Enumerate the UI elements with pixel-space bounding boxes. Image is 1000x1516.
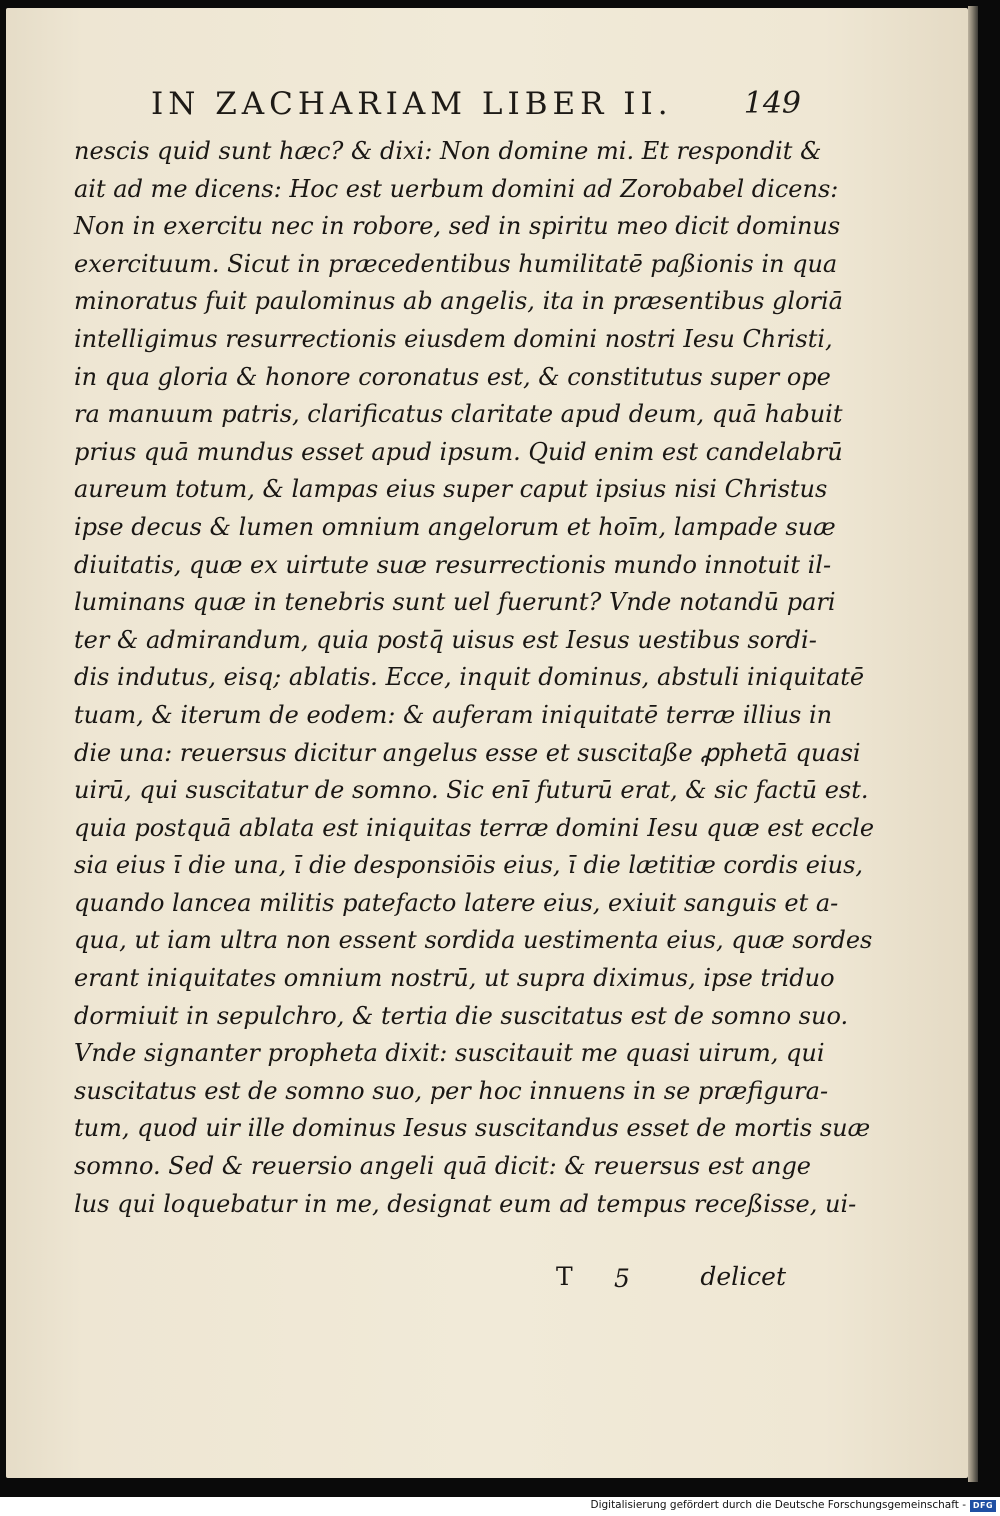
text-line: diuitatis, quæ ex uirtute suæ resurrectionis mundo innotuit il-	[74, 550, 832, 579]
text-line: erant iniquitates omnium nostrū, ut supra diximus, ipse triduo	[74, 964, 835, 993]
text-line: quia postquā ablata est iniquitas terræ domini Iesu quæ est eccle	[74, 813, 875, 842]
text-line: in qua gloria & honore coronatus est, & constitutus super ope	[74, 362, 831, 391]
text-line: suscitatus est de somno suo, per hoc innuens in se præfigura-	[74, 1076, 829, 1105]
text-line: Vnde signanter propheta dixit: suscitauit me quasi uirum, qui	[74, 1039, 825, 1068]
text-line: ait ad me dicens: Hoc est uerbum domini ad Zorobabel dicens:	[74, 174, 839, 203]
text-line: nescis quid sunt hæc? & dixi: Non domine mi. Et respondit &	[74, 137, 822, 165]
text-line: exercituum. Sicut in præcedentibus humilitatē paßionis in qua	[74, 249, 838, 278]
text-line: sia eius ī die una, ī die desponsiōis eius, ī die lætitiæ cordis eius,	[74, 851, 864, 880]
text-line: ra manuum patris, clarificatus claritate apud deum, quā habuit	[74, 400, 843, 429]
text-line: uirū, qui suscitatur de somno. Sic enī futurū erat, & sic factū est.	[74, 776, 869, 805]
text-line: ter & admirandum, quia postq̄ uisus est Iesus uestibus sordi-	[74, 625, 817, 654]
text-line: Non in exercitu nec in robore, sed in spiritu meo dicit dominus	[74, 212, 841, 241]
text-line: ipse decus & lumen omnium angelorum et hoīm, lampade suæ	[74, 512, 836, 541]
text-line: tum, quod uir ille dominus Iesus suscitandus esset de mortis suæ	[74, 1114, 871, 1143]
text-line: prius quā mundus esset apud ipsum. Quid enim est candelabrū	[74, 437, 843, 466]
text-line: quando lancea militis patefacto latere eius, exiuit sanguis et a-	[74, 888, 839, 917]
catchword: delicet	[700, 1262, 786, 1291]
dfg-logo: DFG	[970, 1500, 996, 1512]
footer-credit: Digitalisierung gefördert durch die Deutsche Forschungsgemeinschaft -	[590, 1499, 966, 1511]
page-number: 149	[743, 86, 801, 121]
footer-bar	[0, 1497, 1000, 1516]
text-line: qua, ut iam ultra non essent sordida uestimenta eius, quæ sordes	[74, 926, 873, 955]
text-line: dis indutus, eisq; ablatis. Ecce, inquit dominus, abstuli iniquitatē	[74, 663, 865, 692]
page-edge	[968, 6, 978, 1482]
text-line: die una: reuersus dicitur angelus esse et suscitaße ꝓphetā quasi	[74, 738, 861, 767]
text-line: luminans quæ in tenebris sunt uel fuerunt? Vnde notandū pari	[74, 588, 836, 617]
text-line: minoratus fuit paulominus ab angelis, ita in præsentibus gloriā	[74, 287, 843, 316]
text-line: lus qui loquebatur in me, designat eum ad tempus receßisse, ui-	[74, 1189, 857, 1218]
text-line: dormiuit in sepulchro, & tertia die suscitatus est de somno suo.	[74, 1001, 849, 1030]
running-title: IN ZACHARIAM LIBER II.	[151, 86, 673, 122]
body-text	[74, 133, 875, 1223]
text-line: tuam, & iterum de eodem: & auferam iniquitatē terræ illius in	[74, 700, 833, 729]
text-line: intelligimus resurrectionis eiusdem domini nostri Iesu Christi,	[74, 324, 833, 353]
signature-mark: T	[556, 1262, 575, 1291]
book-page	[6, 8, 968, 1478]
text-line: aureum totum, & lampas eius super caput ipsius nisi Christus	[74, 475, 828, 504]
signature-number: 5	[614, 1264, 630, 1293]
signature-line	[556, 1262, 786, 1298]
running-head	[151, 86, 811, 130]
text-line: somno. Sed & reuersio angeli quā dicit: & reuersus est ange	[74, 1152, 812, 1181]
